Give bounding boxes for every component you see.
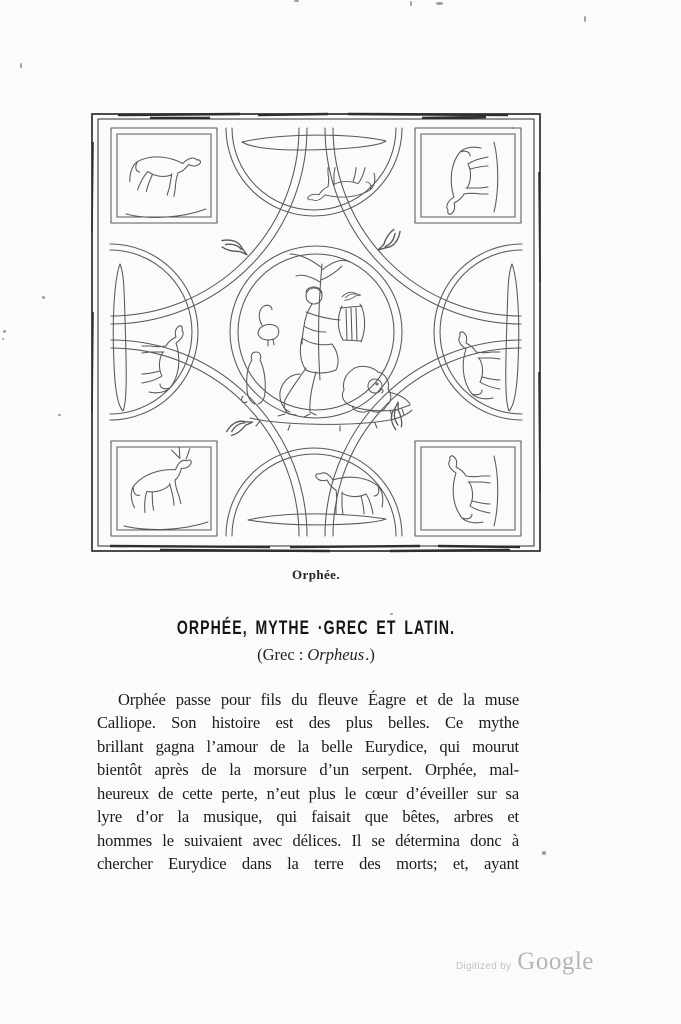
spandrel-bird bbox=[219, 235, 249, 261]
corner-boar bbox=[449, 456, 498, 526]
paragraph-line: brillant gagna l’amour de la belle Eurydice, qui mourut bbox=[97, 736, 519, 756]
scan-speck bbox=[542, 851, 546, 855]
paragraph-line: bientôt après de la morsure d’un serpent. Orphée, mal- bbox=[97, 760, 519, 780]
scan-speck bbox=[3, 330, 6, 333]
chapter-title: ORPHÉE, MYTHE ·GREC ET LATIN. bbox=[176, 617, 456, 639]
spandrel-bird bbox=[225, 418, 255, 436]
orpheus-mosaic-figure bbox=[90, 112, 542, 553]
paragraph-line: heureux de cette perte, n’eut plus le cœur d’éveiller sur sa bbox=[97, 783, 519, 803]
scan-speck bbox=[410, 1, 412, 6]
lunette-left-horse bbox=[113, 264, 183, 411]
subtitle-close: .) bbox=[365, 645, 375, 664]
scan-speck bbox=[512, 127, 514, 129]
paragraph-line: chercher Eurydice dans la terre des morts; et, ayant bbox=[97, 854, 519, 874]
lunette-bottom-wolf bbox=[248, 473, 386, 525]
paragraph-line: hommes le suivaient avec délices. Il se détermina donc à bbox=[97, 830, 519, 850]
paragraph-line: Orphée passe pour fils du fleuve Éagre et de la muse bbox=[118, 690, 519, 709]
scan-speck bbox=[42, 296, 45, 299]
lunette-right-bear bbox=[459, 264, 519, 411]
subtitle-greek-name: Orpheus bbox=[307, 645, 365, 664]
subtitle-open: (Grec : bbox=[257, 645, 304, 664]
plate-frame bbox=[92, 114, 540, 551]
lunette-top-reclining-beast bbox=[242, 135, 386, 200]
scan-speck bbox=[436, 2, 443, 5]
scan-speck bbox=[294, 0, 299, 2]
scan-speck bbox=[584, 16, 586, 22]
corner-bull bbox=[126, 148, 206, 218]
digitized-by-google-watermark bbox=[456, 948, 594, 976]
spandrel-bird bbox=[374, 227, 404, 253]
paragraph-line: Calliope. Son histoire est des plus belles. Ce mythe bbox=[97, 713, 519, 733]
figure-caption: Orphée. bbox=[292, 567, 340, 582]
scan-speck bbox=[20, 63, 22, 68]
paragraph-line: lyre d’or la musique, qui faisait que bêtes, arbres et bbox=[97, 807, 519, 827]
body-paragraph bbox=[97, 688, 519, 876]
corner-stag bbox=[122, 445, 208, 530]
corner-horse bbox=[447, 142, 498, 214]
watermark-prefix: Digitized by bbox=[456, 961, 512, 972]
google-logo: Google bbox=[517, 948, 594, 975]
chapter-subtitle bbox=[88, 645, 544, 665]
engraving-lines bbox=[110, 128, 522, 536]
scan-speck bbox=[2, 338, 4, 340]
orpheus-engraving-svg bbox=[90, 112, 542, 553]
scan-speck bbox=[58, 414, 61, 416]
scan-speck bbox=[390, 613, 393, 615]
